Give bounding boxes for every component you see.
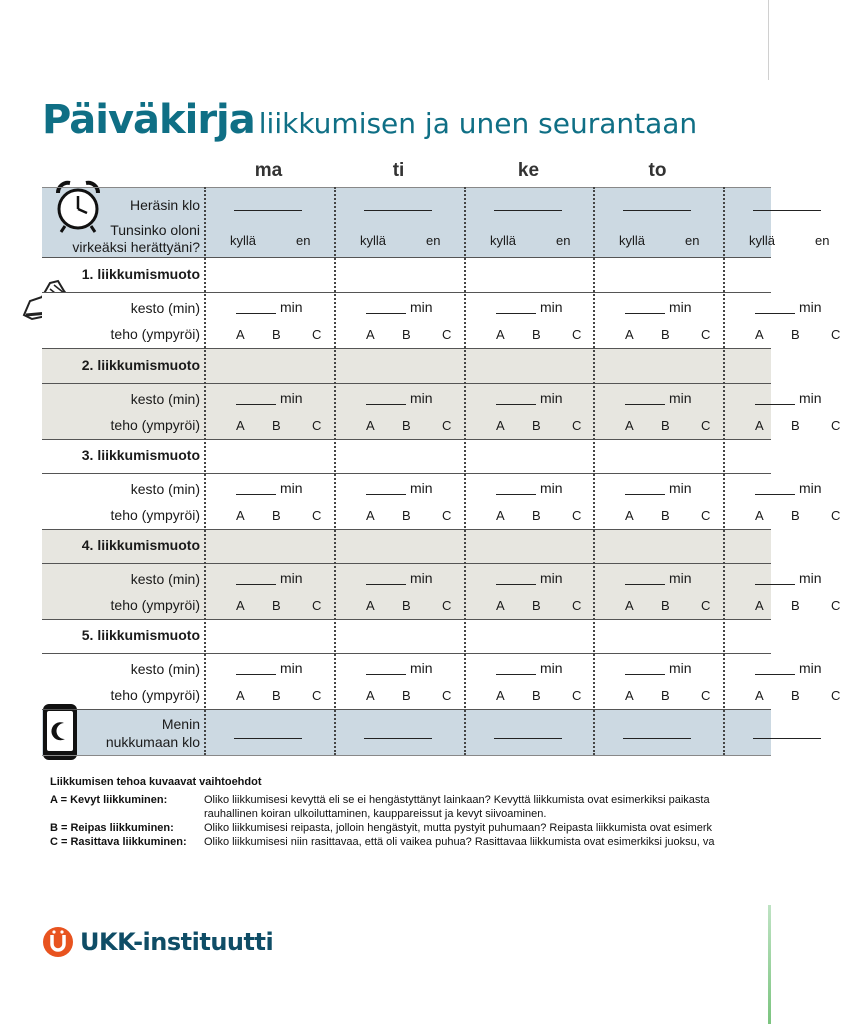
intensity-option-c[interactable]: C bbox=[701, 508, 711, 523]
alert-no-option[interactable]: en bbox=[815, 233, 830, 248]
intensity-option-a[interactable]: A bbox=[236, 508, 245, 523]
intensity-option-a[interactable]: A bbox=[625, 418, 634, 433]
legend-a-text2: rauhallinen koiran ulkoiluttaminen, kauppareissut ja kevyt siivoaminen. bbox=[204, 808, 547, 820]
intensity-option-c[interactable]: C bbox=[312, 508, 322, 523]
intensity-option-a[interactable]: A bbox=[755, 327, 764, 342]
duration-unit: min bbox=[669, 299, 692, 315]
row-divider bbox=[42, 755, 771, 756]
intensity-option-b[interactable]: B bbox=[402, 508, 411, 523]
alert-yes-option[interactable]: kyllä bbox=[619, 233, 646, 248]
intensity-option-a[interactable]: A bbox=[236, 688, 245, 703]
intensity-option-a[interactable]: A bbox=[496, 688, 505, 703]
activity-title: 1. liikkumismuoto bbox=[81, 265, 200, 282]
activity-detail-label-cell bbox=[42, 473, 200, 529]
intensity-option-a[interactable]: A bbox=[366, 598, 375, 613]
activity-detail-label-cell bbox=[42, 563, 200, 619]
intensity-option-b[interactable]: B bbox=[272, 508, 281, 523]
intensity-option-b[interactable]: B bbox=[791, 508, 800, 523]
day-3-activity-5-cell bbox=[597, 653, 727, 709]
duration-unit: min bbox=[280, 390, 303, 406]
sleep-label-line2: nukkumaan klo bbox=[105, 734, 200, 750]
duration-label: kesto (min) bbox=[130, 391, 200, 407]
wake-time-input-line[interactable] bbox=[364, 197, 432, 211]
activity-title: 2. liikkumismuoto bbox=[81, 356, 200, 373]
day-header-ma: ma bbox=[254, 160, 283, 181]
duration-input-line[interactable] bbox=[755, 661, 795, 675]
intensity-option-b[interactable]: B bbox=[272, 327, 281, 342]
intensity-option-a[interactable]: A bbox=[366, 327, 375, 342]
legend-b-text: Oliko liikkumisesi reipasta, jolloin hengästyit, mutta pystyit puhumaan? Reipasta liikkumista ovat esimerk bbox=[204, 822, 713, 834]
day-4-activity-4-cell bbox=[727, 563, 857, 619]
legend-c-text: Oliko liikkumisesi niin rasittavaa, että oli vaikea puhua? Rasittavaa liikkumista ovat esimerkiksi juoksu, va bbox=[204, 836, 715, 848]
intensity-option-c[interactable]: C bbox=[572, 508, 582, 523]
intensity-option-b[interactable]: B bbox=[402, 418, 411, 433]
sleep-time-input-line[interactable] bbox=[364, 725, 432, 739]
duration-unit: min bbox=[669, 570, 692, 586]
duration-label: kesto (min) bbox=[130, 300, 200, 316]
duration-input-line[interactable] bbox=[366, 391, 406, 405]
activity-5-title-row bbox=[42, 619, 771, 653]
intensity-option-a[interactable]: A bbox=[496, 327, 505, 342]
duration-unit: min bbox=[669, 390, 692, 406]
intensity-option-c[interactable]: C bbox=[572, 598, 582, 613]
alert-yes-option[interactable]: kyllä bbox=[490, 233, 517, 248]
duration-input-line[interactable] bbox=[236, 571, 276, 585]
day-4-activity-5-cell bbox=[727, 653, 857, 709]
duration-unit: min bbox=[540, 480, 563, 496]
day-2-activity-3-cell bbox=[468, 473, 598, 529]
intensity-option-b[interactable]: B bbox=[532, 598, 541, 613]
alert-yes-option[interactable]: kyllä bbox=[749, 233, 776, 248]
intensity-option-a[interactable]: A bbox=[625, 598, 634, 613]
row-divider bbox=[42, 619, 771, 620]
activity-title: 4. liikkumismuoto bbox=[81, 537, 200, 553]
intensity-option-b[interactable]: B bbox=[532, 688, 541, 703]
row-divider bbox=[42, 529, 771, 530]
alert-no-option[interactable]: en bbox=[296, 233, 311, 248]
intensity-legend bbox=[50, 776, 771, 850]
duration-unit: min bbox=[540, 390, 563, 406]
duration-unit: min bbox=[540, 299, 563, 315]
intensity-option-c[interactable]: C bbox=[572, 418, 582, 433]
activity-detail-label-cell bbox=[42, 292, 200, 348]
day-3-activity-4-cell bbox=[597, 563, 727, 619]
intensity-option-a[interactable]: A bbox=[755, 508, 764, 523]
intensity-label: teho (ympyröi) bbox=[110, 597, 200, 613]
page-edge-accent bbox=[768, 905, 771, 1024]
activity-label-cell bbox=[42, 529, 200, 563]
duration-unit: min bbox=[799, 480, 822, 496]
intensity-option-a[interactable]: A bbox=[496, 598, 505, 613]
day-1-wake-cell bbox=[338, 187, 468, 257]
duration-unit: min bbox=[540, 570, 563, 586]
day-header-ti: ti bbox=[392, 160, 405, 181]
intensity-option-a[interactable]: A bbox=[366, 508, 375, 523]
wake-time-input-line[interactable] bbox=[623, 197, 691, 211]
legend-row-a bbox=[50, 794, 771, 808]
intensity-option-b[interactable]: B bbox=[791, 327, 800, 342]
intensity-option-c[interactable]: C bbox=[701, 327, 711, 342]
duration-input-line[interactable] bbox=[625, 571, 665, 585]
alert-question-line2: virkeäksi herättyäni? bbox=[72, 239, 200, 255]
intensity-option-c[interactable]: C bbox=[442, 598, 452, 613]
intensity-option-b[interactable]: B bbox=[272, 688, 281, 703]
intensity-option-c[interactable]: C bbox=[312, 688, 322, 703]
row-divider bbox=[42, 709, 771, 710]
intensity-option-c[interactable]: C bbox=[701, 598, 711, 613]
intensity-option-b[interactable]: B bbox=[791, 598, 800, 613]
intensity-option-a[interactable]: A bbox=[755, 598, 764, 613]
activity-3-title-row bbox=[42, 439, 771, 473]
alert-yes-option[interactable]: kyllä bbox=[360, 233, 387, 248]
day-3-activity-3-cell bbox=[597, 473, 727, 529]
intensity-option-b[interactable]: B bbox=[402, 688, 411, 703]
legend-b-key: B = Reipas liikkuminen: bbox=[50, 822, 174, 834]
intensity-option-a[interactable]: A bbox=[625, 327, 634, 342]
day-3-sleep-cell bbox=[597, 709, 727, 755]
intensity-option-c[interactable]: C bbox=[442, 508, 452, 523]
legend-row-b bbox=[50, 822, 771, 836]
duration-label: kesto (min) bbox=[130, 571, 200, 587]
intensity-option-a[interactable]: A bbox=[496, 418, 505, 433]
alert-yes-option[interactable]: kyllä bbox=[230, 233, 257, 248]
duration-input-line[interactable] bbox=[755, 391, 795, 405]
duration-input-line[interactable] bbox=[755, 300, 795, 314]
intensity-option-b[interactable]: B bbox=[791, 688, 800, 703]
intensity-option-a[interactable]: A bbox=[236, 327, 245, 342]
day-0-activity-2-cell bbox=[208, 383, 338, 439]
activity-1-title-row bbox=[42, 257, 771, 292]
phone-moon-icon bbox=[40, 701, 80, 763]
duration-input-line[interactable] bbox=[625, 661, 665, 675]
column-divider bbox=[723, 187, 725, 755]
duration-input-line[interactable] bbox=[496, 391, 536, 405]
duration-unit: min bbox=[410, 480, 433, 496]
duration-unit: min bbox=[280, 299, 303, 315]
intensity-option-a[interactable]: A bbox=[625, 508, 634, 523]
intensity-option-a[interactable]: A bbox=[755, 418, 764, 433]
day-0-activity-5-cell bbox=[208, 653, 338, 709]
day-0-activity-1-cell bbox=[208, 292, 338, 348]
ukk-logo-mark-icon bbox=[42, 926, 74, 958]
sleep-time-input-line[interactable] bbox=[753, 725, 821, 739]
duration-input-line[interactable] bbox=[236, 481, 276, 495]
day-1-activity-5-cell bbox=[338, 653, 468, 709]
day-4-activity-1-cell bbox=[727, 292, 857, 348]
activity-detail-label-cell bbox=[42, 383, 200, 439]
day-3-activity-1-cell bbox=[597, 292, 727, 348]
activity-title: 3. liikkumismuoto bbox=[81, 447, 200, 463]
day-1-activity-1-cell bbox=[338, 292, 468, 348]
intensity-label: teho (ympyröi) bbox=[110, 507, 200, 523]
row-divider bbox=[42, 439, 771, 440]
day-2-activity-5-cell bbox=[468, 653, 598, 709]
day-3-activity-2-cell bbox=[597, 383, 727, 439]
legend-row-a2 bbox=[50, 808, 771, 822]
duration-input-line[interactable] bbox=[236, 391, 276, 405]
duration-unit: min bbox=[799, 660, 822, 676]
day-header-ke: ke bbox=[517, 160, 540, 181]
duration-unit: min bbox=[799, 570, 822, 586]
duration-unit: min bbox=[669, 480, 692, 496]
intensity-option-b[interactable]: B bbox=[661, 688, 670, 703]
duration-unit: min bbox=[280, 660, 303, 676]
day-4-wake-cell bbox=[727, 187, 857, 257]
intensity-option-c[interactable]: C bbox=[442, 418, 452, 433]
wake-time-input-line[interactable] bbox=[494, 197, 562, 211]
day-0-activity-3-cell bbox=[208, 473, 338, 529]
column-divider bbox=[204, 187, 206, 755]
day-2-activity-4-cell bbox=[468, 563, 598, 619]
page-edge-line bbox=[768, 0, 769, 80]
intensity-option-c[interactable]: C bbox=[831, 688, 841, 703]
duration-unit: min bbox=[410, 660, 433, 676]
legend-c-key: C = Rasittava liikkuminen: bbox=[50, 836, 187, 848]
intensity-option-c[interactable]: C bbox=[442, 688, 452, 703]
day-3-wake-cell bbox=[597, 187, 727, 257]
duration-input-line[interactable] bbox=[366, 571, 406, 585]
duration-unit: min bbox=[280, 570, 303, 586]
intensity-option-a[interactable]: A bbox=[496, 508, 505, 523]
day-headers bbox=[0, 160, 771, 186]
intensity-option-a[interactable]: A bbox=[366, 418, 375, 433]
duration-unit: min bbox=[540, 660, 563, 676]
legend-row-c bbox=[50, 836, 771, 850]
day-1-activity-4-cell bbox=[338, 563, 468, 619]
title-subtitle: liikkumisen ja unen seurantaan bbox=[258, 107, 698, 140]
row-divider bbox=[42, 348, 771, 349]
intensity-option-c[interactable]: C bbox=[831, 598, 841, 613]
activity-label-cell bbox=[42, 619, 200, 653]
intensity-option-c[interactable]: C bbox=[572, 327, 582, 342]
alert-question-line1: Tunsinko oloni bbox=[110, 222, 200, 238]
day-2-activity-2-cell bbox=[468, 383, 598, 439]
day-header-to: to bbox=[648, 160, 667, 181]
activity-label-cell bbox=[42, 348, 200, 383]
duration-input-line[interactable] bbox=[755, 481, 795, 495]
duration-unit: min bbox=[410, 570, 433, 586]
intensity-option-a[interactable]: A bbox=[236, 418, 245, 433]
legend-heading: Liikkumisen tehoa kuvaavat vaihtoehdot bbox=[50, 776, 262, 788]
intensity-option-c[interactable]: C bbox=[442, 327, 452, 342]
intensity-option-b[interactable]: B bbox=[272, 418, 281, 433]
row-divider bbox=[42, 563, 771, 564]
duration-input-line[interactable] bbox=[496, 571, 536, 585]
day-2-activity-1-cell bbox=[468, 292, 598, 348]
duration-input-line[interactable] bbox=[366, 300, 406, 314]
duration-unit: min bbox=[669, 660, 692, 676]
column-divider bbox=[593, 187, 595, 755]
intensity-option-b[interactable]: B bbox=[532, 508, 541, 523]
sleep-time-input-line[interactable] bbox=[234, 725, 302, 739]
day-2-wake-cell bbox=[468, 187, 598, 257]
intensity-option-c[interactable]: C bbox=[572, 688, 582, 703]
intensity-option-c[interactable]: C bbox=[312, 598, 322, 613]
duration-input-line[interactable] bbox=[625, 481, 665, 495]
intensity-option-b[interactable]: B bbox=[661, 418, 670, 433]
day-0-wake-cell bbox=[208, 187, 338, 257]
activity-label-cell bbox=[42, 257, 200, 292]
duration-label: kesto (min) bbox=[130, 661, 200, 677]
diary-table bbox=[42, 187, 841, 755]
intensity-option-b[interactable]: B bbox=[402, 327, 411, 342]
alert-no-option[interactable]: en bbox=[556, 233, 571, 248]
row-divider bbox=[42, 383, 771, 384]
activity-2-title-row bbox=[42, 348, 771, 383]
duration-input-line[interactable] bbox=[755, 571, 795, 585]
intensity-option-b[interactable]: B bbox=[402, 598, 411, 613]
sleep-time-input-line[interactable] bbox=[623, 725, 691, 739]
row-divider bbox=[42, 257, 771, 258]
duration-input-line[interactable] bbox=[236, 300, 276, 314]
intensity-option-b[interactable]: B bbox=[661, 327, 670, 342]
intensity-option-a[interactable]: A bbox=[755, 688, 764, 703]
column-divider bbox=[464, 187, 466, 755]
duration-unit: min bbox=[280, 480, 303, 496]
ukk-logo-text: UKK-instituutti bbox=[80, 928, 274, 956]
intensity-option-c[interactable]: C bbox=[831, 418, 841, 433]
duration-input-line[interactable] bbox=[625, 391, 665, 405]
duration-unit: min bbox=[799, 390, 822, 406]
alert-no-option[interactable]: en bbox=[426, 233, 441, 248]
day-0-activity-4-cell bbox=[208, 563, 338, 619]
ukk-logo bbox=[42, 926, 273, 958]
row-divider bbox=[42, 653, 771, 654]
legend-a-text: Oliko liikkumisesi kevyttä eli se ei hengästyttänyt lainkaan? Kevyttä liikkumista ovat esimerkiksi paikasta bbox=[204, 794, 710, 806]
day-4-activity-2-cell bbox=[727, 383, 857, 439]
row-divider bbox=[42, 187, 771, 188]
intensity-option-c[interactable]: C bbox=[701, 688, 711, 703]
day-4-activity-3-cell bbox=[727, 473, 857, 529]
row-divider bbox=[42, 292, 771, 293]
duration-input-line[interactable] bbox=[625, 300, 665, 314]
day-0-sleep-cell bbox=[208, 709, 338, 755]
row-divider bbox=[42, 473, 771, 474]
day-2-sleep-cell bbox=[468, 709, 598, 755]
sleep-label-cell bbox=[42, 709, 200, 755]
wake-time-input-line[interactable] bbox=[234, 197, 302, 211]
intensity-option-b[interactable]: B bbox=[532, 418, 541, 433]
activity-4-title-row bbox=[42, 529, 771, 563]
activity-label-cell bbox=[42, 439, 200, 473]
duration-input-line[interactable] bbox=[496, 661, 536, 675]
duration-input-line[interactable] bbox=[496, 481, 536, 495]
intensity-label: teho (ympyröi) bbox=[110, 326, 200, 342]
intensity-option-b[interactable]: B bbox=[661, 508, 670, 523]
alert-no-option[interactable]: en bbox=[685, 233, 700, 248]
duration-input-line[interactable] bbox=[496, 300, 536, 314]
intensity-option-c[interactable]: C bbox=[831, 508, 841, 523]
intensity-option-c[interactable]: C bbox=[312, 418, 322, 433]
wake-time-label: Heräsin klo bbox=[129, 197, 200, 213]
day-4-sleep-cell bbox=[727, 709, 857, 755]
column-divider bbox=[334, 187, 336, 755]
duration-input-line[interactable] bbox=[236, 661, 276, 675]
intensity-option-c[interactable]: C bbox=[831, 327, 841, 342]
sleep-label-line1: Menin bbox=[161, 716, 200, 732]
wake-time-input-line[interactable] bbox=[753, 197, 821, 211]
intensity-option-b[interactable]: B bbox=[661, 598, 670, 613]
intensity-option-b[interactable]: B bbox=[272, 598, 281, 613]
sleep-time-input-line[interactable] bbox=[494, 725, 562, 739]
intensity-label: teho (ympyröi) bbox=[110, 417, 200, 433]
day-1-sleep-cell bbox=[338, 709, 468, 755]
intensity-option-c[interactable]: C bbox=[312, 327, 322, 342]
intensity-option-a[interactable]: A bbox=[625, 688, 634, 703]
intensity-option-a[interactable]: A bbox=[236, 598, 245, 613]
activity-title: 5. liikkumismuoto bbox=[81, 627, 200, 643]
duration-unit: min bbox=[410, 299, 433, 315]
duration-unit: min bbox=[799, 299, 822, 315]
day-1-activity-2-cell bbox=[338, 383, 468, 439]
intensity-label: teho (ympyröi) bbox=[110, 687, 200, 703]
title-main: Päiväkirja bbox=[42, 97, 255, 143]
intensity-option-b[interactable]: B bbox=[791, 418, 800, 433]
intensity-option-a[interactable]: A bbox=[366, 688, 375, 703]
intensity-option-c[interactable]: C bbox=[701, 418, 711, 433]
duration-input-line[interactable] bbox=[366, 481, 406, 495]
legend-a-key: A = Kevyt liikkuminen: bbox=[50, 794, 168, 806]
day-1-activity-3-cell bbox=[338, 473, 468, 529]
duration-input-line[interactable] bbox=[366, 661, 406, 675]
duration-label: kesto (min) bbox=[130, 481, 200, 497]
page-title bbox=[42, 97, 697, 143]
wake-label-cell bbox=[42, 187, 200, 257]
intensity-option-b[interactable]: B bbox=[532, 327, 541, 342]
duration-unit: min bbox=[410, 390, 433, 406]
